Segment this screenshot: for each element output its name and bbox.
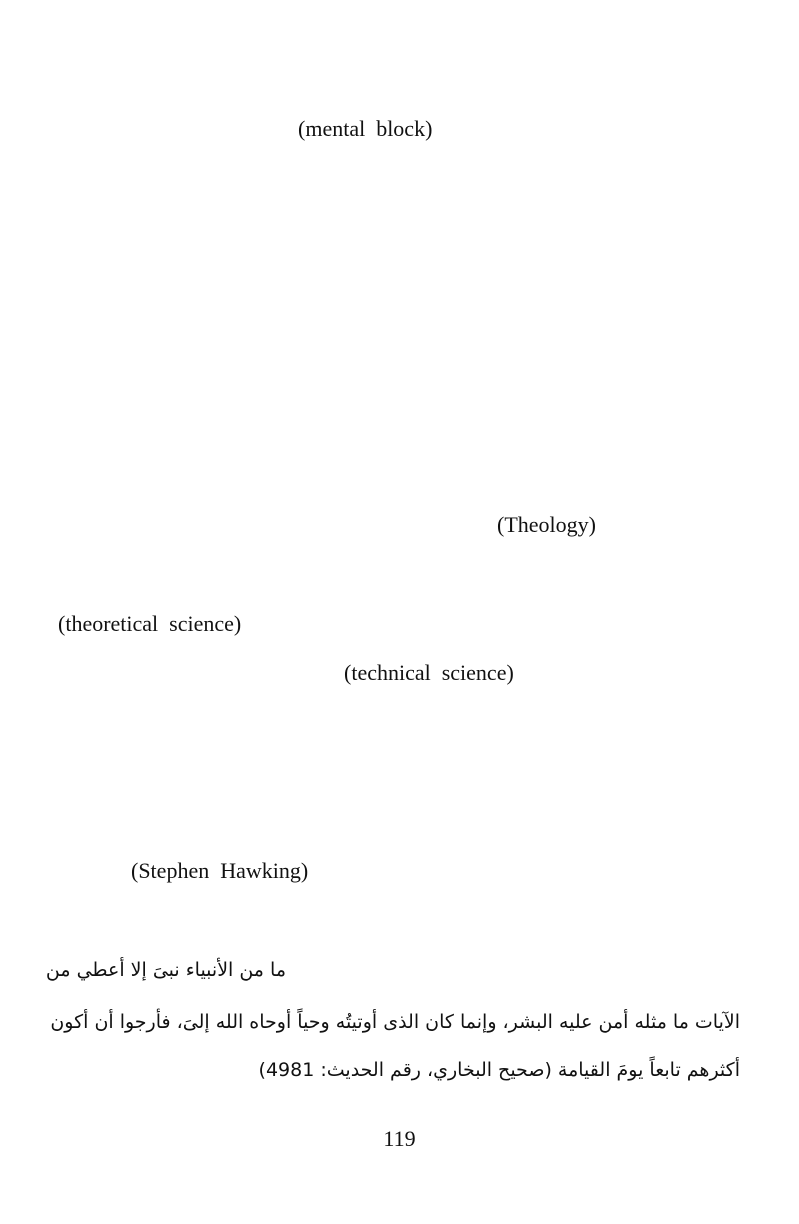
hadith-line-1: ما من الأنبياء نبىَ إلا أعطي من	[45, 959, 286, 981]
term-theology: (Theology)	[497, 512, 596, 537]
term-theoretical-science: (theoretical science)	[58, 611, 242, 636]
term-technical-science: (technical science)	[344, 660, 514, 685]
term-stephen-hawking: (Stephen Hawking)	[131, 858, 309, 883]
hadith-line-3: أكثرهم تابعاً يومَ القيامة (صحيح البخاري، رقم الحديث: 4981)	[258, 1059, 740, 1081]
page-number: 119	[383, 1126, 416, 1151]
term-mental-block: (mental block)	[298, 116, 433, 141]
hadith-line-2: الآيات ما مثله أمن عليه البشر، وإنما كان الذى أوتيتُه وحياً أوحاه الله إلىَ، فأرجوا أن أكون	[50, 1011, 740, 1033]
